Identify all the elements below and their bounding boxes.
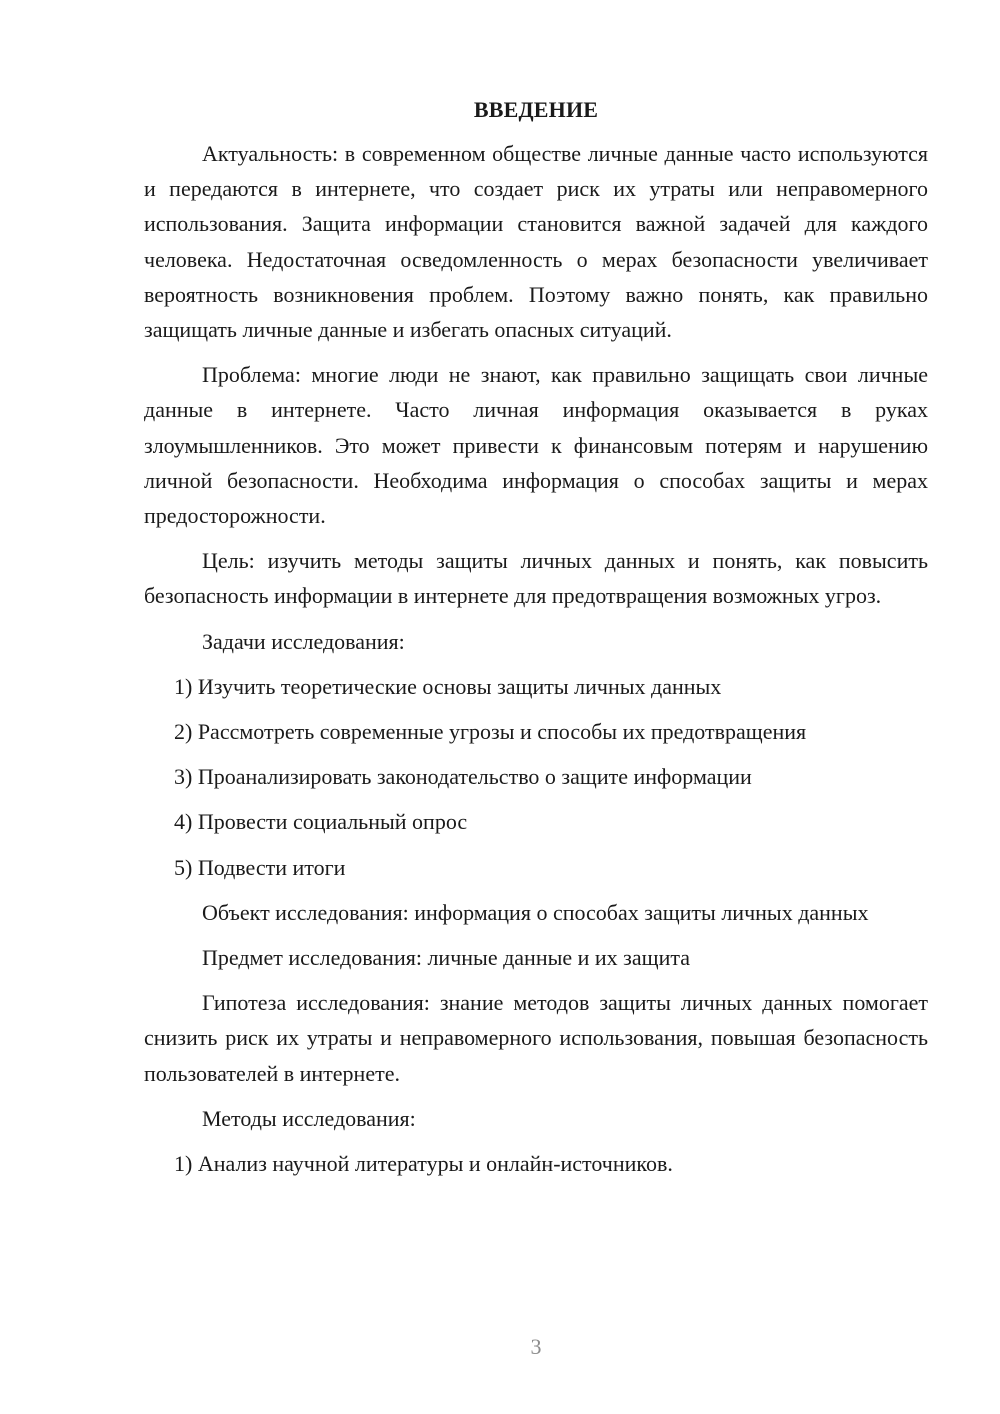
page-content xyxy=(144,92,928,1191)
list-item: 3) Проанализировать законодательство о защите информации xyxy=(174,764,752,790)
tasks-title: Задачи исследования: xyxy=(202,628,405,654)
methods-list xyxy=(144,1146,928,1181)
methods-title: Методы исследования: xyxy=(202,1105,416,1131)
tasks-list xyxy=(144,669,928,885)
object-paragraph: Объект исследования: информация о способах защиты личных данных xyxy=(202,899,869,925)
list-item: 5) Подвести итоги xyxy=(174,854,346,880)
list-item: 1) Изучить теоретические основы защиты личных данных xyxy=(174,673,722,699)
relevance-paragraph: Актуальность: в современном обществе личные данные часто используются и передаются в интернете, что создает риск их утраты или неправомерного использования. Защита информации становится важной задачей для каждого человека. Недостаточная осведомленность о мерах безопасности увеличивает вероятность возникновения проблем. Поэтому важно понять, как правильно защищать личные данные и избегать опасных ситуаций. xyxy=(144,141,928,343)
hypothesis-paragraph: Гипотеза исследования: знание методов защиты личных данных помогает снизить риск их утраты и неправомерного использования, повышая безопасность пользователей в интернете. xyxy=(144,990,928,1086)
problem-paragraph: Проблема: многие люди не знают, как правильно защищать свои личные данные в интернете. Часто личная информация оказывается в руках злоумышленников. Это может привести к финансовым потерям и нарушению личной безопасности. Необходима информация о способах защиты и мерах предосторожности. xyxy=(144,362,928,529)
section-heading: ВВЕДЕНИЕ xyxy=(473,97,599,122)
list-item: 4) Провести социальный опрос xyxy=(174,809,468,835)
list-item: 2) Рассмотреть современные угрозы и способы их предотвращения xyxy=(174,719,807,745)
goal-paragraph: Цель: изучить методы защиты личных данных и понять, как повысить безопасность информации в интернете для предотвращения возможных угроз. xyxy=(144,548,928,609)
list-item: 1) Анализ научной литературы и онлайн-источников. xyxy=(174,1151,673,1177)
subject-paragraph: Предмет исследования: личные данные и их защита xyxy=(202,945,690,971)
page-number: 3 xyxy=(530,1334,542,1359)
